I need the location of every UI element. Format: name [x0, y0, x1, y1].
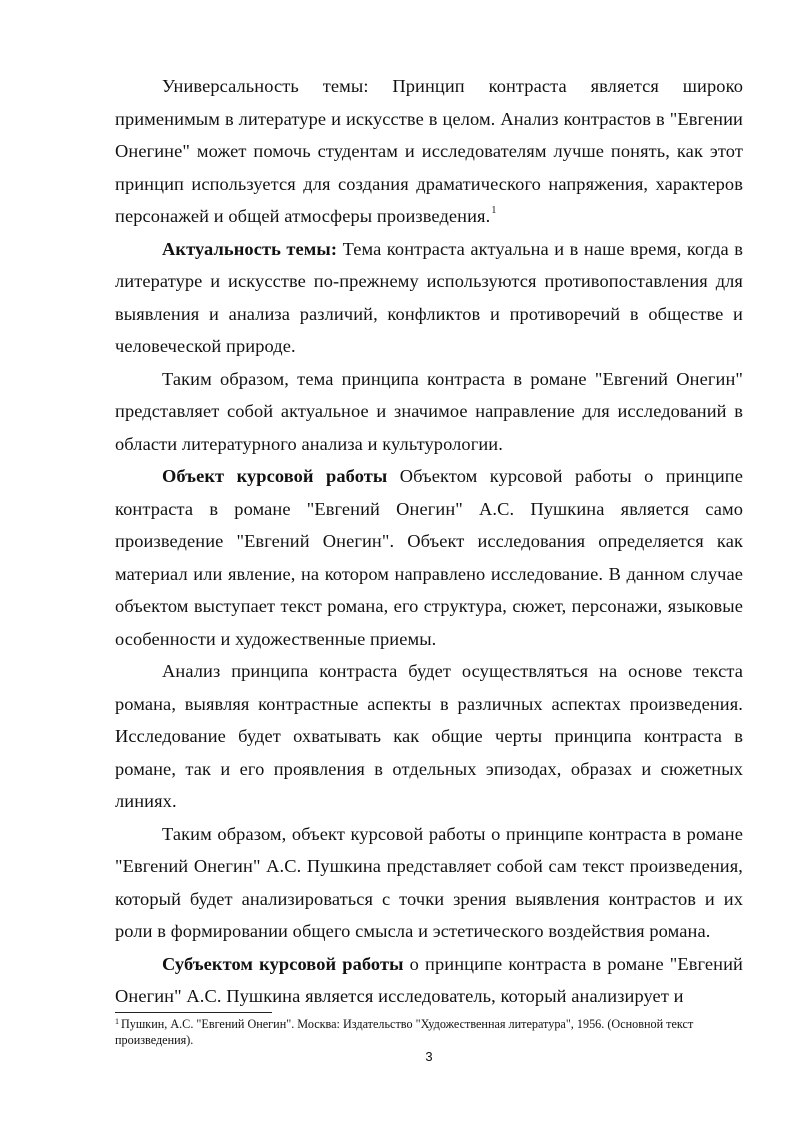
paragraph-text: Таким образом, тема принципа контраста в романе "Евгений Онегин" представляет собой актуальное и значимое направление для исследований в области литературного анализа и культурологии. [115, 368, 743, 454]
paragraph-text: Тема контраста актуальна и в наше время, когда в литературе и искусстве по-прежнему используются противопоставления для выявления и анализа различий, конфликтов и противоречий в обществе и человеческой природе. [115, 238, 743, 356]
page-number: 3 [425, 1049, 433, 1064]
footnote-reference[interactable]: 1 [491, 205, 497, 216]
paragraph-text: о принципе контраста в романе "Евгений Онегин" А.С. Пушкина является исследователь, который анализирует и [115, 953, 743, 1006]
paragraph-lead: Актуальность темы: [162, 238, 338, 259]
paragraph-relevance [115, 233, 743, 363]
footnote-separator [115, 1012, 272, 1013]
paragraph-lead: Субъектом курсовой работы [162, 953, 404, 974]
paragraph-universality [115, 70, 743, 233]
paragraph-analysis [115, 655, 743, 818]
paragraph-conclusion-topic [115, 363, 743, 461]
footnote [115, 1016, 735, 1048]
paragraph-text: Универсальность темы: Принцип контраста является широко применимым в литературе и искусстве в целом. Анализ контрастов в "Евгении Онегине" может помочь студентам и исследователям лучше понять, как этот принцип используется для создания драматического напряжения, характеров персонажей и общей атмосферы произведения. [115, 76, 743, 226]
footnote-marker: 1 [115, 1017, 119, 1026]
paragraph-conclusion-object [115, 818, 743, 948]
body-text [115, 70, 743, 1013]
paragraph-lead: Объект курсовой работы [162, 466, 388, 486]
paragraph-subject [115, 948, 743, 1013]
paragraph-object [115, 460, 743, 655]
paragraph-text: Анализ принципа контраста будет осуществляться на основе текста романа, выявляя контрастные аспекты в различных аспектах произведения. Исследование будет охватывать как общие черты принципа контраста в романе, так и его проявления в отдельных эпизодах, образах и сюжетных линиях. [115, 661, 743, 811]
footnote-text: Пушкин, А.С. "Евгений Онегин". Москва: Издательство "Художественная литература", 1956. (Основной текст произведения). [115, 1017, 694, 1047]
paragraph-text: Объектом курсовой работы о принципе контраста в романе "Евгений Онегин" А.С. Пушкина является само произведение "Евгений Онегин". Объект исследования определяется как материал или явление, на котором направлено исследование. В данном случае объектом выступает текст романа, его структура, сюжет, персонажи, языковые особенности и художественные приемы. [115, 466, 744, 649]
paragraph-text: Таким образом, объект курсовой работы о принципе контраста в романе "Евгений Онегин" А.С. Пушкина представляет собой сам текст произведения, который будет анализироваться с точки зрения выявления контрастов и их роли в формировании общего смысла и эстетического воздействия романа. [115, 823, 743, 941]
